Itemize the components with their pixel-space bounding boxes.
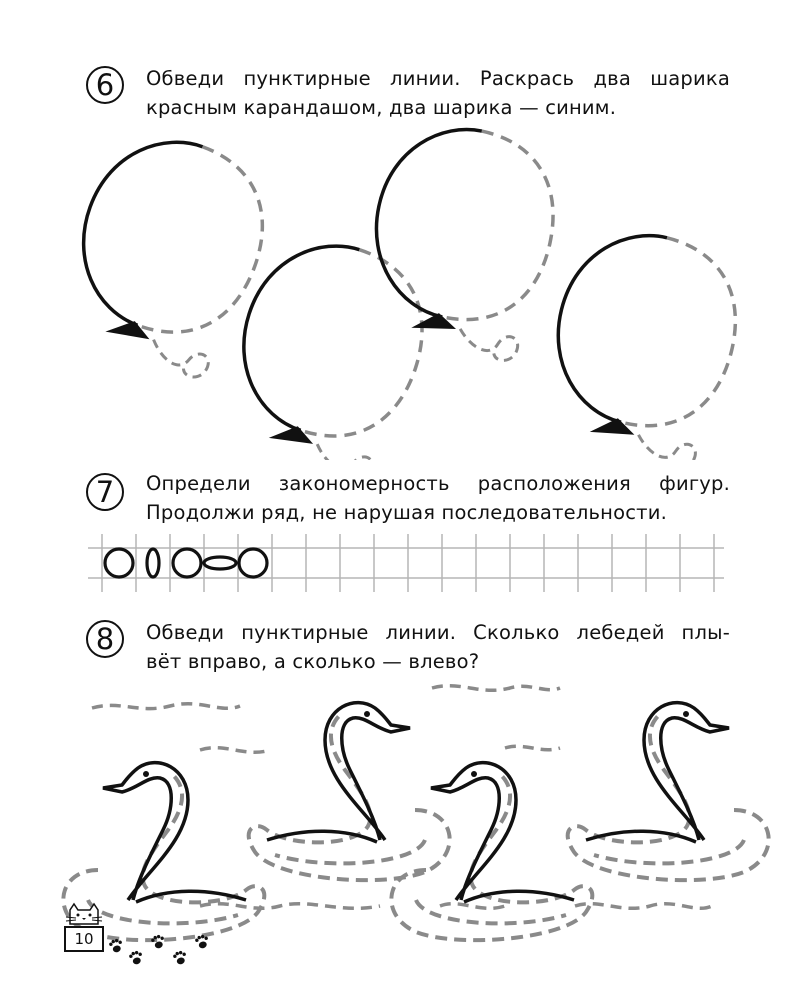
page-number-label: 10 — [74, 930, 94, 948]
task-8-line-1: Обведи пунктирные линии. Сколько лебедей плы- — [146, 621, 730, 644]
task-6-line-1: Обведи пунктирные линии. Раскрась два шарика — [146, 67, 730, 90]
balloon-3 — [353, 113, 570, 365]
task-8-line-2: вёт вправо, а сколько — влево? — [146, 650, 480, 673]
page-number — [64, 926, 104, 952]
task-6-number-label: 6 — [95, 67, 115, 102]
balloon-2 — [210, 223, 444, 460]
pattern-shape-horizontal-oval — [204, 557, 236, 569]
swans-figure — [0, 670, 800, 950]
pattern-shape-vertical-oval — [147, 549, 159, 577]
task-7-line-2: Продолжи ряд, не нарушая последовательности. — [146, 501, 668, 524]
balloons-figure — [0, 0, 800, 460]
balloon-4 — [531, 217, 754, 460]
pattern-shape-circle-2 — [173, 549, 201, 577]
task-7-line-1: Определи закономерность расположения фигур. — [146, 472, 730, 495]
task-7-instructions — [146, 469, 730, 527]
paw-prints-icon — [106, 930, 216, 970]
task-6-line-2: красным карандашом, два шарика — синим. — [146, 96, 617, 119]
pattern-shape-circle-1 — [105, 549, 133, 577]
task-8-number-label: 8 — [95, 621, 115, 656]
task-7-number — [86, 473, 124, 511]
pattern-shape-circle-3 — [239, 549, 267, 577]
swan-4 — [568, 703, 769, 881]
cat-icon — [64, 902, 104, 926]
grid-lines — [88, 534, 724, 592]
swan-2 — [249, 703, 450, 881]
swan-3 — [391, 763, 592, 941]
balloon-1 — [47, 118, 287, 385]
task-8-number — [86, 620, 124, 658]
task-8-instructions — [146, 618, 730, 676]
pattern-grid — [0, 528, 800, 608]
task-7-number-label: 7 — [95, 474, 115, 509]
